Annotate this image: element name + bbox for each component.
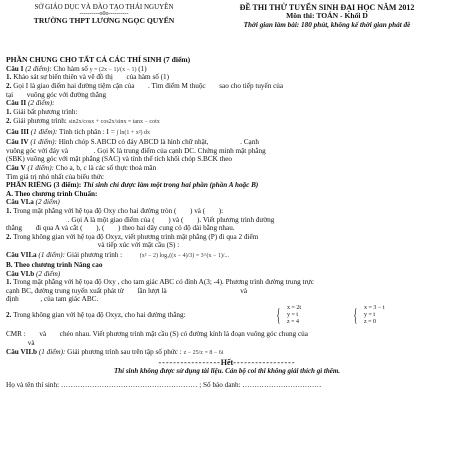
question-6a-part-1-cont-2 <box>6 224 448 233</box>
q-label: Câu III <box>6 128 29 137</box>
q-text: Cho hàm số <box>53 64 88 73</box>
equation-row: y = t <box>364 311 376 318</box>
q-text: Cho a, b, c là các số thực thoả mãn <box>55 164 157 173</box>
header-dots: ----------o0o---------- <box>79 11 129 18</box>
exam-time: Thời gian làm bài: 180 phút, không kể thời gian phát đề <box>243 20 411 29</box>
q-label: Câu VII.a <box>6 251 37 259</box>
exam-note: Thí sinh không được sử dụng tài liệu. Cán bộ coi thi không giải thích gì thêm. <box>113 367 341 376</box>
question-1-part-2-cont <box>6 91 448 100</box>
q-points: (2 điểm): <box>25 64 52 73</box>
q-text: Giải phương trình : <box>66 251 123 259</box>
exam-subject: Môn thi: TOÁN - Khối D <box>286 11 368 21</box>
question-5-cont <box>6 173 448 182</box>
question-6b-part-2-text <box>6 311 186 320</box>
question-6a-part-2-cont <box>6 241 448 250</box>
q-label: Câu VII.b <box>6 348 38 357</box>
part-number: 1. <box>6 73 12 82</box>
part-text: Giải bất phương trình: <box>13 107 78 116</box>
part-text: Trong không gian với hệ tọa độ Oxyz, viết phương trình mặt phẳng (P) đi qua 2 điểm <box>13 232 259 241</box>
part-text: Trong mặt phẳng với hệ tọa độ Oxy , cho tam giác ABC có đỉnh A(3; -4). Phương trình đường trung trực <box>13 278 314 287</box>
q-label: Câu I <box>6 64 24 73</box>
part-text: và tiếp xúc với mặt cầu (S) : <box>97 241 180 250</box>
system-brace-2: { <box>353 304 358 325</box>
part-text-mid2: ), ( <box>96 224 105 233</box>
part-text: tại <box>6 90 14 99</box>
question-6b-part-1 <box>6 278 448 287</box>
equation-row: z = 0 <box>364 318 377 325</box>
question-1-part-1 <box>6 73 448 82</box>
q-formula: y = (2x − 1)/(x − 1) <box>89 66 137 73</box>
q-label: Câu VI.a <box>6 198 34 207</box>
part-text: Trong không gian với hệ tọa độ Oxyz, cho hai đường thẳng: <box>13 310 186 319</box>
part-text-tail: ): <box>218 207 224 216</box>
question-6a <box>6 198 448 207</box>
part-text-tail: của hàm số (1) <box>126 73 170 82</box>
q-formula: ∫ ln(1 + x²) dx <box>116 130 151 137</box>
cmr-label: CMR : <box>6 329 26 338</box>
q-points: (2 điểm) <box>35 198 60 207</box>
q-text: vuông góc với đáy và <box>6 146 69 155</box>
q-formula: z − 25/z = 8 − 6i <box>183 350 224 357</box>
question-6b <box>6 270 448 279</box>
question-4-cont-2 <box>6 155 448 164</box>
common-section-heading: PHẦN CHUNG CHO TẤT CẢ CÁC THÍ SINH (7 điểm) <box>6 55 191 64</box>
q-points: (1 điểm): <box>38 348 66 357</box>
exam-page <box>6 3 448 390</box>
question-6b-part-1-cont-2 <box>6 295 448 304</box>
q-text: Hình chóp S.ABCD có đáy ABCD là hình chữ nhật, <box>58 138 209 147</box>
cmr-statement <box>6 330 448 339</box>
issuer-block <box>6 3 202 26</box>
part-number: 1. <box>6 107 12 116</box>
q-text-tail: . Cạnh <box>240 138 259 147</box>
school-name: TRƯỜNG THPT LƯƠNG NGỌC QUYẾN <box>33 16 175 26</box>
question-5 <box>6 164 448 173</box>
question-6a-part-1-cont-1 <box>6 216 448 225</box>
q-points: (2 điểm): <box>27 99 55 108</box>
end-text: Hết <box>220 358 234 368</box>
end-marker: -----------------Hết----------------- <box>158 358 296 368</box>
equation-row: z = 4 <box>287 318 300 325</box>
candidate-name-blank: ………………………………………………… <box>60 381 198 390</box>
q-points: (2 điểm) <box>36 269 61 278</box>
part-text-mid: . Tìm điểm M thuộc <box>148 81 206 90</box>
question-6b-part-2 <box>6 304 448 330</box>
question-4 <box>6 138 448 147</box>
part-text-mid: ) và ( <box>168 215 184 224</box>
department-name: SỞ GIÁO DỤC VÀ ĐÀO TẠO THÁI NGUYÊN <box>34 3 174 11</box>
question-7a <box>6 250 448 261</box>
question-1-part-2 <box>6 82 448 91</box>
q-number: (1) <box>138 64 147 73</box>
candidate-name-label: Họ và tên thí sinh: <box>6 381 60 390</box>
section-note: Thí sinh chỉ được làm một trong hai phần (phần A hoặc B) <box>83 181 259 190</box>
part-text-mid: lần lượt là <box>137 286 167 295</box>
exam-header <box>6 3 448 55</box>
question-6b-part-1-cont-1 <box>6 287 448 296</box>
section-title: PHẦN RIÊNG <box>6 181 52 190</box>
part-text: Khảo sát sự biến thiên và vẽ đồ thị <box>13 73 113 82</box>
question-2 <box>6 99 448 108</box>
part-text: định <box>6 295 19 304</box>
line-system-2 <box>364 305 384 326</box>
question-4-cont-1 <box>6 147 448 156</box>
question-6a-part-1 <box>6 207 448 216</box>
q-points: (1 điểm): <box>27 164 54 173</box>
q-text: (SBK) vuông góc với mặt phẳng (SAC) và tính thể tích khối chóp S.BCK theo <box>6 155 232 164</box>
cmr-text: và <box>27 338 35 347</box>
cmr-mid: và <box>39 329 47 338</box>
part-text: Giải phương trình: <box>13 117 67 126</box>
part-text: Trong mặt phẳng với hệ tọa độ Oxy cho hai đường tròn ( <box>13 207 177 216</box>
part-text-mid: , của tam giác ABC. <box>40 295 99 304</box>
question-7b <box>6 347 448 357</box>
question-1 <box>6 65 448 74</box>
q-points: (1 điểm): <box>38 251 65 259</box>
program-b-title: B. Theo chương trình Nâng cao <box>6 261 103 269</box>
q-text: Tìm giá trị nhỏ nhất của biểu thức <box>6 172 104 181</box>
q-label: Câu V <box>6 164 26 173</box>
q-formula: sin2x/cosx + cos2x/sinx = tanx − cotx <box>68 119 160 126</box>
equation-row: y = t <box>287 311 299 318</box>
question-2-part-1 <box>6 108 448 117</box>
cmr-statement-cont <box>6 339 448 348</box>
cmr-text: chéo nhau. Viết phương trình mặt cầu (S) có đường kính là đoạn vuông góc chung của <box>59 329 308 338</box>
exam-title: ĐỀ THI THỬ TUYỂN SINH ĐẠI HỌC NĂM 2012 <box>239 3 415 12</box>
q-points: (1 điểm): <box>30 128 58 137</box>
q-points: (1 điểm): <box>30 138 57 147</box>
system-brace-1: { <box>276 304 281 325</box>
part-number: 2. <box>6 310 12 319</box>
part-number: 1. <box>6 278 12 287</box>
candidate-id-label: ; Số báo danh: <box>199 381 241 390</box>
separate-section-heading <box>6 181 448 190</box>
part-text: Gọi I là giao điểm hai đường tiệm cận của <box>13 81 135 90</box>
part-text: . Gọi A là một giao điểm của ( <box>67 215 155 224</box>
part-text: cạnh BC, đường trung tuyến xuất phát từ <box>6 286 124 295</box>
equation-row: x = 2t <box>287 304 302 311</box>
equation-row: x = 3 − t <box>364 304 385 311</box>
part-number: 1. <box>6 207 12 216</box>
q-text: Tính tích phân : I = <box>59 128 115 137</box>
part-number: 2. <box>6 81 12 90</box>
q-label: Câu IV <box>6 138 29 147</box>
q-text: Giải phương trình sau trên tập số phức : <box>67 348 182 357</box>
part-text-mid: ) và ( <box>190 207 206 216</box>
part-text-mid: đi qua A và cắt ( <box>35 224 83 233</box>
exam-info-block <box>204 3 450 29</box>
candidate-info <box>6 381 448 390</box>
q-formula: (x² − 2) log₃((x − 4)/3) = 3^(x − 1)/... <box>139 253 230 259</box>
q-label: Câu VI.b <box>6 269 35 278</box>
part-text-tail: và <box>240 286 248 295</box>
part-text-tail: sao cho tiếp tuyến của <box>219 81 284 90</box>
part-text-tail: ). Viết phương trình đường <box>197 215 275 224</box>
part-number: 2. <box>6 117 12 126</box>
section-points: (3 điểm): <box>53 181 82 190</box>
line-system-1 <box>287 305 301 326</box>
q-label: Câu II <box>6 99 27 108</box>
q-text-mid: . Gọi K là trung điểm của cạnh DC. Chứng minh mặt phẳng <box>93 146 266 155</box>
part-text-tail: ) theo hai dây cung có độ dài bằng nhau. <box>118 224 235 233</box>
question-2-part-2 <box>6 116 448 127</box>
part-number: 2. <box>6 232 12 241</box>
part-text-tail: vuông góc với đường thẳng <box>26 90 107 99</box>
part-text: thẳng <box>6 224 22 233</box>
program-a-title: A. Theo chương trình Chuẩn: <box>6 189 98 198</box>
candidate-id-blank: …………………………… <box>242 381 322 390</box>
question-3 <box>6 127 448 138</box>
question-6a-part-2 <box>6 233 448 242</box>
